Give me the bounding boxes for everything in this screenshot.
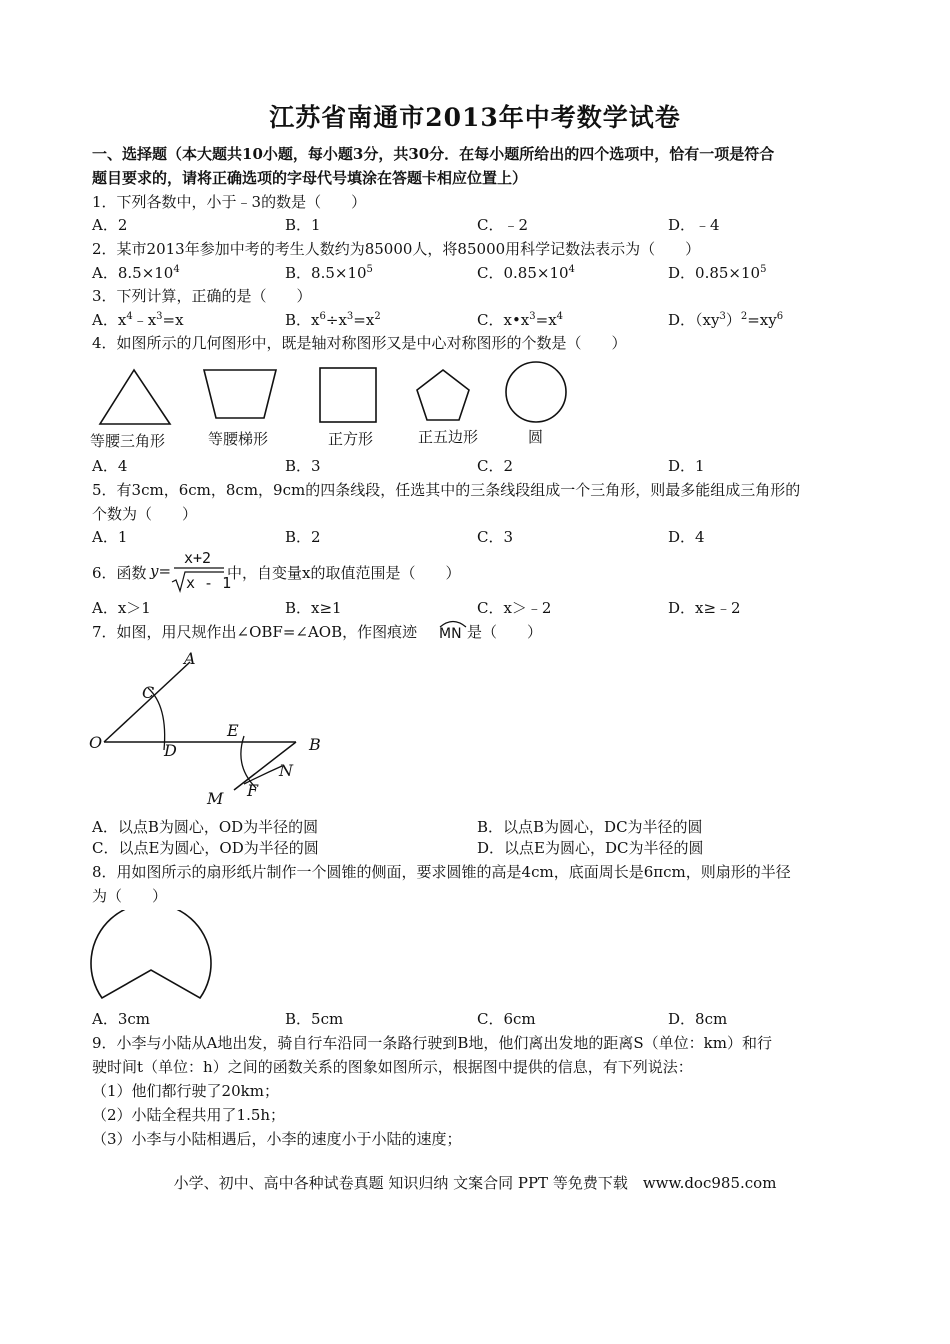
q1-option-c: C．﹣2 xyxy=(477,216,529,234)
q6-denominator: x - 1 xyxy=(186,574,232,592)
q7-option-a: A．以点B为圆心，OD为半径的圆 xyxy=(92,818,319,836)
section-heading-line-2: 题目要求的，请将正确选项的字母代号填涂在答题卡相应位置上） xyxy=(92,169,528,187)
q2-option-c: C．$0.85\times 10^4$ xyxy=(477,264,575,282)
q7-construction-figure xyxy=(86,648,336,808)
q7-option-d: D．以点E为圆心，DC为半径的圆 xyxy=(477,839,704,857)
q2-option-d: D．$0.85\times 10^5$ xyxy=(668,264,767,282)
q5-stem-line-2: 个数为（ ） xyxy=(92,505,198,523)
page-footer: 小学、初中、高中各种试卷真题 知识归纳 文案合同 PPT 等免费下载 www.doc985.com xyxy=(173,1174,777,1192)
isosceles-triangle-shape xyxy=(100,370,170,424)
q1-option-a: A．2 xyxy=(92,216,128,234)
q5-option-b: B．2 xyxy=(285,528,321,546)
q9-statement-3: （3）小李与小陆相遇后，小李的速度小于小陆的速度； xyxy=(92,1130,462,1148)
q2-option-b: B．$8.5\times 10^5$ xyxy=(285,264,373,282)
q7-label-d: D xyxy=(164,741,177,760)
shape-label-triangle: 等腰三角形 xyxy=(90,432,166,450)
q5-option-c: C．3 xyxy=(477,528,514,546)
q7-label-m: M xyxy=(207,789,224,808)
q8-stem-line-2: 为（ ） xyxy=(92,887,168,905)
q9-stem-line-2: 驶时间t（单位：h）之间的函数关系的图象如图所示，根据图中提供的信息，有下列说法： xyxy=(92,1058,693,1076)
q8-sector-figure xyxy=(88,910,214,1006)
q5-option-d: D．4 xyxy=(668,528,705,546)
q8-stem-line-1: 8．用如图所示的扇形纸片制作一个圆锥的侧面，要求圆锥的高是4cm，底面周长是6πcm，则扇形的半径 xyxy=(92,863,791,881)
q6-numerator: x+2 xyxy=(184,549,212,567)
q7-label-a: A xyxy=(184,649,196,668)
q1-option-b: B．1 xyxy=(285,216,321,234)
q5-stem-line-1: 5．有3cm，6cm，8cm，9cm的四条线段，任选其中的三条线段组成一个三角形，则最多能组成三角形的 xyxy=(92,481,801,499)
q7-label-o: O xyxy=(89,733,103,752)
q3-option-d: D．$(xy^3)^2=xy^6$ xyxy=(668,311,784,329)
q7-option-b: B．以点B为圆心，DC为半径的圆 xyxy=(477,818,703,836)
q7-arc-label: MN xyxy=(439,626,462,642)
q7-stem-suffix: 是（ ） xyxy=(467,623,543,641)
q1-option-d: D．﹣4 xyxy=(668,216,720,234)
q3-option-c: C．$x•x^3=x^4$ xyxy=(477,311,564,329)
q3-option-a: A．$x^4﹣x^3=x$ xyxy=(92,311,184,329)
q8-option-c: C．6cm xyxy=(477,1010,536,1028)
circle-shape xyxy=(506,362,566,422)
q4-option-b: B．3 xyxy=(285,457,321,475)
q5-option-a: A．1 xyxy=(92,528,128,546)
q3-stem: 3．下列计算，正确的是（ ） xyxy=(92,287,312,305)
q9-statement-2: （2）小陆全程共用了1.5h； xyxy=(92,1106,286,1124)
q4-stem: 4．如图所示的几何图形中，既是轴对称图形又是中心对称图形的个数是（ ） xyxy=(92,334,627,352)
q7-label-n: N xyxy=(279,761,293,780)
q7-label-c: C xyxy=(142,683,155,702)
q8-option-b: B．5cm xyxy=(285,1010,344,1028)
q7-stem-prefix: 7．如图，用尺规作出∠OBF=∠AOB，作图痕迹 xyxy=(92,623,418,641)
q6-option-a: A．x＞1 xyxy=(92,599,151,617)
sector-shape xyxy=(91,910,211,998)
shape-label-pentagon: 正五边形 xyxy=(418,428,479,446)
q7-label-b: B xyxy=(309,735,321,754)
q6-option-c: C．x＞﹣2 xyxy=(477,599,552,617)
q6-func-y: y= xyxy=(150,562,172,580)
page-title: 江苏省南通市2013年中考数学试卷 xyxy=(269,103,681,132)
shape-label-circle: 圆 xyxy=(528,428,544,446)
section-heading-line-1: 一、选择题（本大题共10小题，每小题3分，共30分．在每小题所给出的四个选项中，恰有一项是符合 xyxy=(92,145,775,163)
q9-stem-line-1: 9．小李与小陆从A地出发，骑自行车沿同一条路行驶到B地，他们离出发地的距离S（单位：km）和行 xyxy=(92,1034,772,1052)
q8-option-d: D．8cm xyxy=(668,1010,728,1028)
q6-option-d: D．x≥﹣2 xyxy=(668,599,741,617)
q4-shapes-figure xyxy=(88,358,578,430)
isosceles-trapezoid-shape xyxy=(204,370,276,418)
q7-option-c: C．以点E为圆心，OD为半径的圆 xyxy=(92,839,319,857)
q6-stem-prefix: 6．函数 xyxy=(92,564,147,582)
q6-stem-suffix: 中，自变量x的取值范围是（ ） xyxy=(227,564,461,582)
q4-option-c: C．2 xyxy=(477,457,514,475)
shape-label-trapezoid: 等腰梯形 xyxy=(208,430,269,448)
shape-label-square: 正方形 xyxy=(328,430,374,448)
q8-option-a: A．3cm xyxy=(92,1010,151,1028)
q2-option-a: A．$8.5\times 10^4$ xyxy=(92,264,180,282)
q1-stem: 1．下列各数中，小于﹣3的数是（ ） xyxy=(92,193,367,211)
q7-label-f: F xyxy=(247,781,259,800)
q7-label-e: E xyxy=(227,721,239,740)
q6-option-b: B．x≥1 xyxy=(285,599,342,617)
q4-option-d: D．1 xyxy=(668,457,705,475)
q2-stem: 2．某市2013年参加中考的考生人数约为85000人，将85000用科学记数法表示为（ ） xyxy=(92,240,701,258)
q4-option-a: A．4 xyxy=(92,457,128,475)
square-shape xyxy=(320,368,376,422)
regular-pentagon-shape xyxy=(417,370,469,420)
q3-option-b: B．$x^6\div x^3=x^2$ xyxy=(285,311,381,329)
q9-statement-1: （1）他们都行驶了20km； xyxy=(92,1082,279,1100)
